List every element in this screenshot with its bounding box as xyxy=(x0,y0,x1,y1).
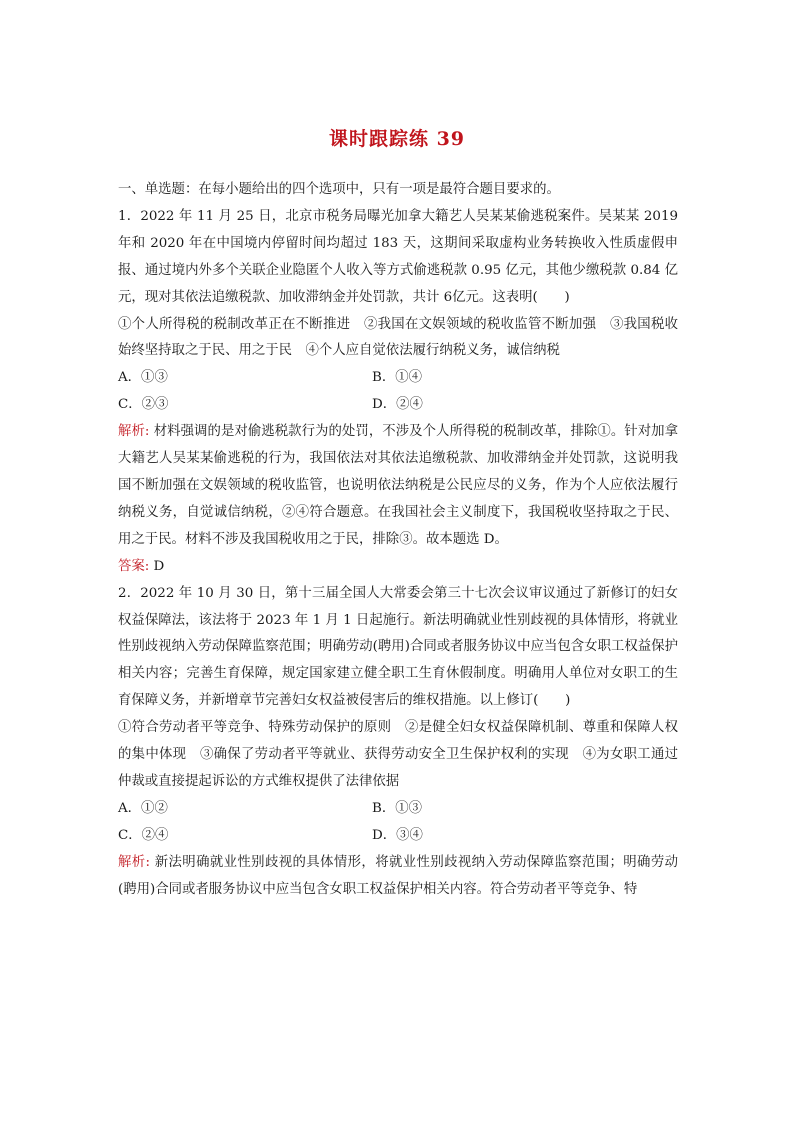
question-2-statements: ①符合劳动者平等竞争、特殊劳动保护的原则 ②是健全妇女权益保障机制、尊重和保障人权的集中体现 ③确保了劳动者平等就业、获得劳动安全卫生保护权利的实现 ④为女职工通过仲裁或直接提起诉讼的方式维权提供了法律依据 xyxy=(118,720,678,789)
q1-option-b: B．①④ xyxy=(372,370,423,386)
question-1-stem: 1．2022 年 11 月 25 日，北京市税务局曝光加拿大籍艺人吴某某偷逃税案件。吴某某 2019 年和 2020 年在中国境内停留时间均超过 183 天，这期间采取虚构业务转换收入性质虚假申报、通过境内外多个关联企业隐匿个人收入等方式偷逃税款 0.95 亿元，其他少缴税款 0.84 亿元，现对其依法追缴税款、加收滞纳金并处罚款，共计 6亿元。这表明( ) xyxy=(118,208,678,305)
section-heading: 一、单选题：在每小题给出的四个选项中，只有一项是最符合题目要求的。 xyxy=(118,182,560,197)
question-2-analysis xyxy=(118,850,678,904)
question-1-answer xyxy=(118,554,678,581)
question-1-options-row-1 xyxy=(118,365,678,392)
q2-option-a: A．①② xyxy=(118,800,168,816)
q2-option-b: B．①③ xyxy=(372,800,423,816)
question-2-options-row-1 xyxy=(118,796,678,823)
question-2-stem: 2．2022 年 10 月 30 日，第十三届全国人大常委会第三十七次会议审议通过了新修订的妇女权益保障法，该法将于 2023 年 1 月 1 日起施行。新法明确就业性别歧视的具体情形，将就业性别歧视纳入劳动保障监察范围；明确劳动(聘用)合同或者服务协议中应当包含女职工权益保护相关内容；完善生育保障，规定国家建立健全职工生育休假制度。明确用人单位对女职工的生育保障义务，并新增章节完善妇女权益被侵害后的维权措施。以上修订( ) xyxy=(118,585,678,709)
question-1-analysis xyxy=(118,419,678,554)
question-1-statements: ①个人所得税的税制改革正在不断推进 ②我国在文娱领域的税收监管不断加强 ③我国税收始终坚持取之于民、用之于民 ④个人应自觉依法履行纳税义务，诚信纳税 xyxy=(118,316,678,359)
q1-answer-value: D xyxy=(149,558,165,574)
q2-analysis-text: 新法明确就业性别歧视的具体情形，将就业性别歧视纳入劳动保障监察范围；明确劳动(聘用)合同或者服务协议中应当包含女职工权益保护相关内容。符合劳动者平等竞争、特 xyxy=(118,854,678,897)
question-1-options-row-2 xyxy=(118,392,678,419)
document-body xyxy=(118,177,678,903)
q2-option-d: D．③④ xyxy=(372,827,423,843)
q2-option-c: C．②④ xyxy=(118,827,169,843)
q1-option-c: C．②③ xyxy=(118,397,169,413)
question-2-options-row-2 xyxy=(118,823,678,850)
q1-answer-label: 答案: xyxy=(118,558,150,574)
q1-analysis-label: 解析: xyxy=(118,424,150,440)
q1-option-d: D．②④ xyxy=(372,397,423,413)
q1-analysis-text: 材料强调的是对偷逃税款行为的处罚，不涉及个人所得税的税制改革，排除①。针对加拿大籍艺人吴某某偷逃税的行为，我国依法对其依法追缴税款、加收滞纳金并处罚款，这说明我国不断加强在文娱领域的税收监管，也说明依法纳税是公民应尽的义务，作为个人应依法履行纳税义务，自觉诚信纳税，②④符合题意。在我国社会主义制度下，我国税收坚持取之于民、用之于民。材料不涉及我国税收用之于民，排除③。故本题选 D。 xyxy=(118,424,678,547)
page-title: 课时跟踪练 39 xyxy=(328,128,466,150)
q1-option-a: A．①③ xyxy=(118,370,168,386)
q2-analysis-label: 解析: xyxy=(118,854,151,870)
